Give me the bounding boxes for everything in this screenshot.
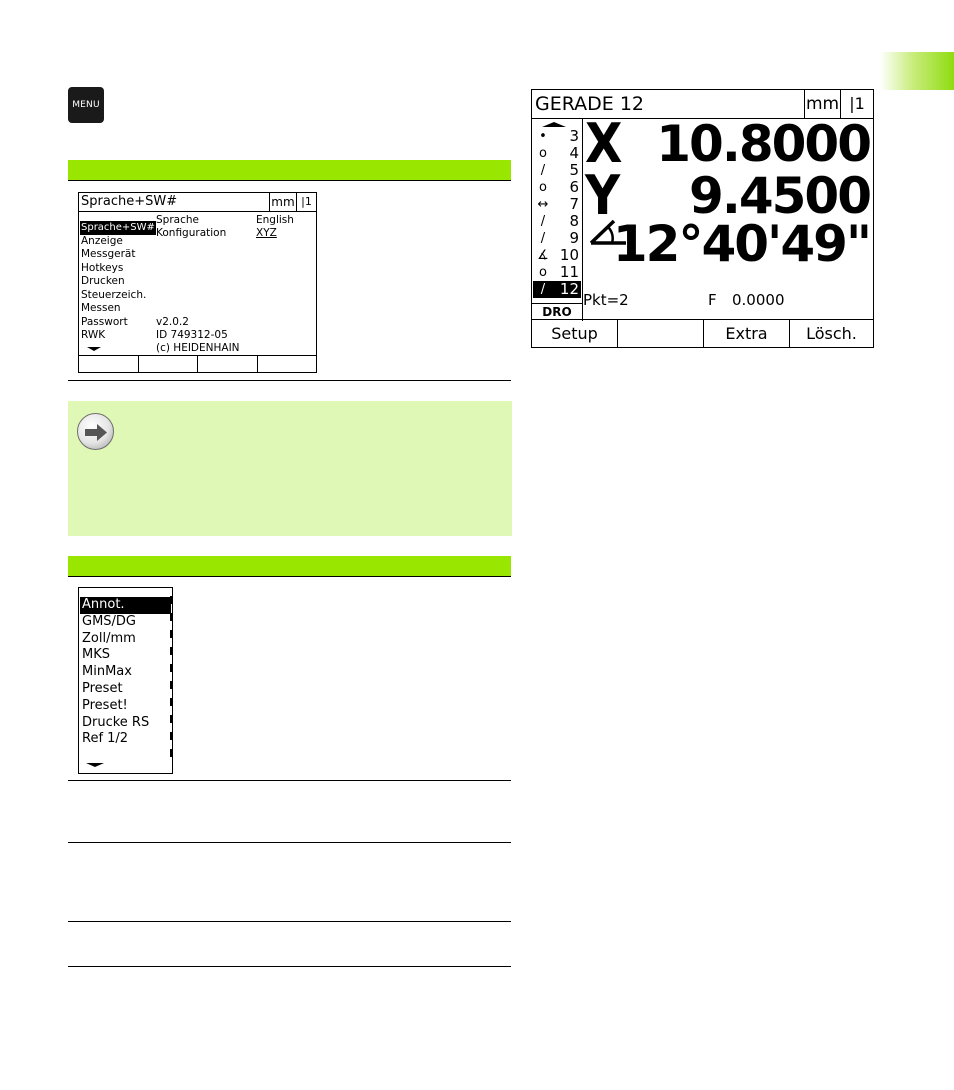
setup-menu-list	[80, 221, 156, 343]
feature-title: GERADE 12	[532, 90, 873, 119]
feature-number: 11	[559, 263, 579, 281]
copyright: (c) HEIDENHAIN	[156, 342, 240, 354]
plane-indicator: |1	[840, 90, 873, 119]
feature-number: 6	[569, 178, 579, 196]
blank-softkey[interactable]	[618, 320, 704, 347]
setting-value[interactable]: XYZ	[256, 227, 277, 239]
menu-item[interactable]: Passwort	[81, 315, 128, 328]
unit-indicator: mm	[804, 90, 840, 119]
menu-item[interactable]: RWK	[81, 329, 106, 341]
f-label: F	[708, 291, 717, 309]
menu-item[interactable]: Drucken	[81, 275, 125, 287]
menu-item[interactable]: Hotkeys	[81, 261, 124, 274]
menu-key-icon[interactable]	[68, 87, 104, 123]
angle-value: 12°40'49"	[612, 215, 870, 273]
feature-item[interactable]	[533, 196, 581, 213]
menu-item[interactable]: Steuerzeich.	[81, 288, 147, 301]
softkey-bar	[79, 355, 316, 372]
feature-number: 10	[559, 246, 579, 264]
circle-icon: o	[539, 146, 547, 161]
menu-item[interactable]: Messgerät	[81, 248, 136, 260]
table-rule	[68, 576, 511, 577]
line-icon: /	[540, 282, 546, 297]
unit-indicator: mm	[269, 193, 296, 212]
angle-icon: ∡	[537, 248, 549, 263]
line-icon: /	[540, 231, 546, 246]
clear-softkey[interactable]: Lösch.	[806, 324, 857, 343]
y-value: 9.4500	[689, 167, 870, 225]
extra-softkey[interactable]: Extra	[704, 320, 790, 347]
feature-list	[532, 119, 583, 321]
line-icon: /	[540, 163, 546, 178]
screen-title: Sprache+SW#	[79, 193, 316, 212]
softkey[interactable]	[198, 356, 258, 372]
dro-screen	[531, 89, 874, 348]
softkey[interactable]	[139, 356, 198, 372]
list-item[interactable]: Preset	[82, 680, 123, 696]
table-rule	[68, 842, 511, 843]
softkey[interactable]	[79, 356, 139, 372]
setting-label: Sprache	[156, 214, 199, 226]
extra-menu-screen	[78, 587, 173, 774]
menu-item[interactable]: Messen	[81, 302, 121, 314]
table-rule	[68, 921, 511, 922]
feature-item[interactable]	[533, 128, 581, 145]
scroll-down-icon[interactable]	[87, 347, 101, 351]
list-item[interactable]: MinMax	[82, 664, 132, 680]
software-id: ID 749312-05	[156, 329, 228, 341]
feature-number: 3	[569, 127, 579, 145]
list-item[interactable]: Preset!	[82, 697, 128, 713]
feature-item[interactable]	[533, 213, 581, 230]
feature-number: 7	[569, 195, 579, 213]
circle-icon: o	[539, 265, 547, 280]
setting-label: Konfiguration	[156, 227, 227, 239]
list-item[interactable]: Drucke RS	[82, 714, 150, 730]
arrow-right-icon	[77, 413, 114, 450]
language-settings-screen	[78, 192, 317, 373]
feature-item[interactable]	[533, 179, 581, 196]
note-box	[68, 401, 512, 536]
feature-number: 5	[569, 161, 579, 179]
line-icon: /	[540, 214, 546, 229]
feature-number: 4	[569, 144, 579, 162]
feature-item[interactable]	[533, 145, 581, 162]
list-item[interactable]: Ref 1/2	[82, 731, 129, 747]
point-icon: •	[539, 129, 547, 144]
scroll-up-icon[interactable]	[542, 122, 566, 127]
setup-softkey[interactable]: Setup	[532, 320, 618, 347]
circle-icon: o	[539, 180, 547, 195]
feature-number: 8	[569, 212, 579, 230]
menu-item[interactable]: Anzeige	[81, 234, 123, 247]
x-axis-label: X	[585, 112, 623, 175]
distance-icon: ↔	[537, 197, 549, 212]
softkey[interactable]	[258, 356, 316, 372]
feature-item[interactable]	[533, 281, 581, 298]
table-rule	[68, 180, 511, 181]
x-value: 10.8000	[656, 115, 870, 173]
scrollbar[interactable]	[170, 596, 173, 766]
feature-item[interactable]	[533, 162, 581, 179]
table-header-bar	[68, 160, 511, 180]
feature-item[interactable]	[533, 247, 581, 264]
chapter-thumb-tab	[880, 52, 954, 90]
list-item[interactable]: MKS	[82, 647, 110, 663]
menu-item[interactable]: Sprache+SW#	[81, 222, 155, 233]
feature-number: 12	[559, 280, 579, 298]
scroll-down-icon[interactable]	[86, 763, 104, 767]
feature-number: 9	[569, 229, 579, 247]
point-count: Pkt=2	[583, 291, 629, 309]
list-item[interactable]: Zoll/mm	[82, 630, 136, 646]
menu-key-label: MENU	[72, 100, 100, 110]
table-header-bar	[68, 556, 511, 576]
extra-menu-list	[80, 597, 171, 748]
software-version: v2.0.2	[156, 316, 189, 328]
table-rule	[68, 780, 511, 781]
plane-indicator: |1	[296, 193, 316, 212]
table-rule	[68, 966, 511, 967]
table-rule	[68, 380, 511, 381]
list-item[interactable]: GMS/DG	[82, 613, 137, 629]
dro-label: DRO	[532, 303, 582, 321]
f-value: 0.0000	[732, 291, 785, 309]
feature-item[interactable]	[533, 230, 581, 247]
setting-value[interactable]: English	[256, 214, 294, 226]
softkey-bar	[532, 319, 873, 347]
y-axis-label: Y	[585, 164, 621, 227]
list-item[interactable]: Annot.	[80, 597, 171, 614]
feature-item[interactable]	[533, 264, 581, 281]
